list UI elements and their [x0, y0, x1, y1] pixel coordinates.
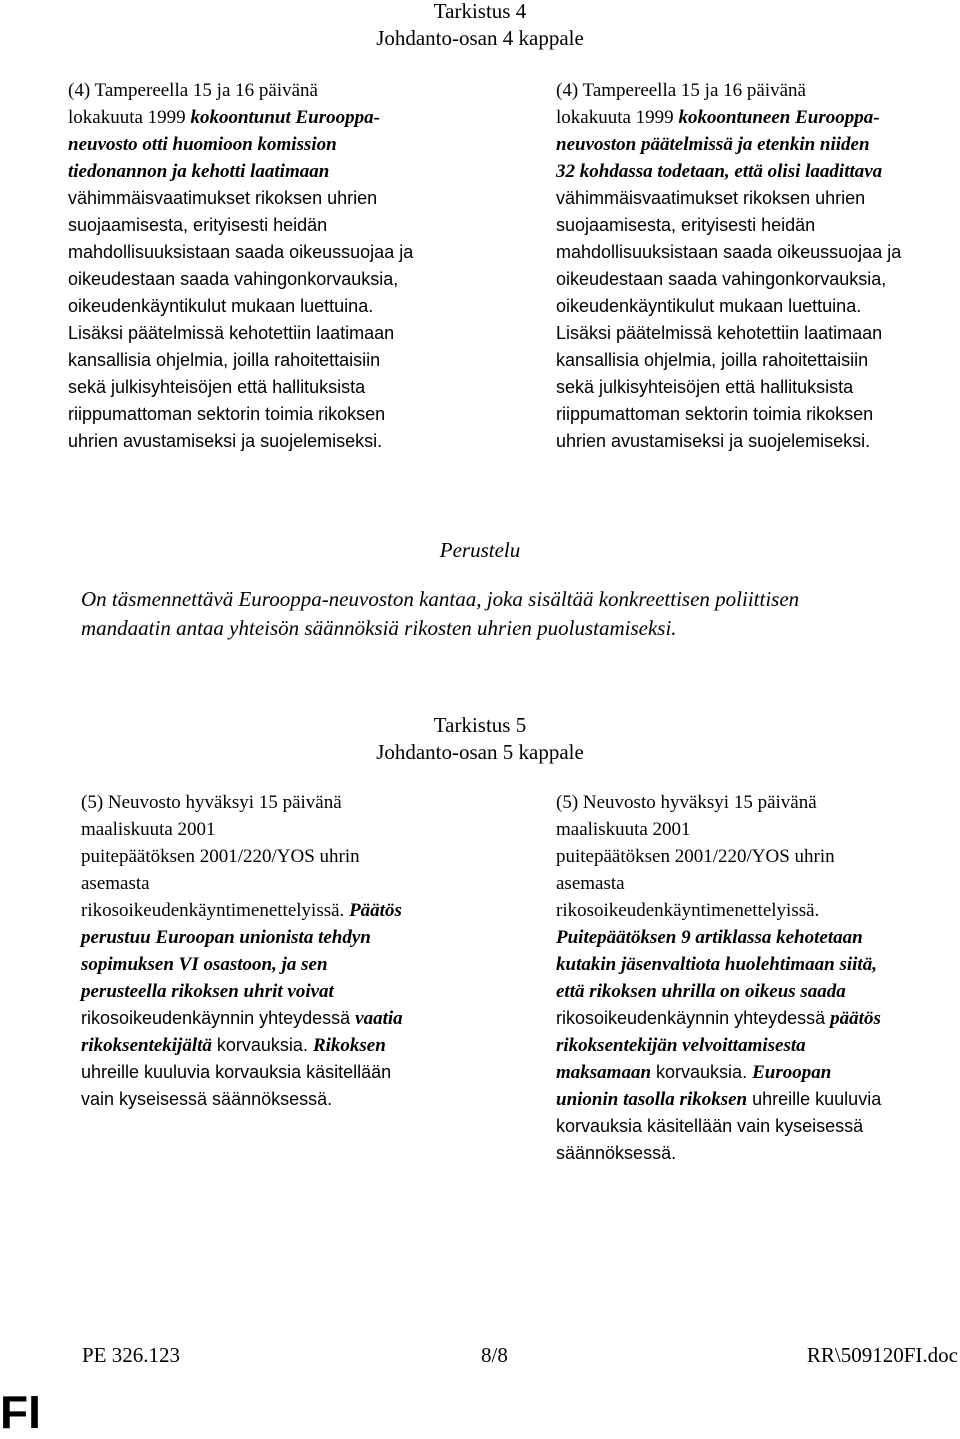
plain-text: asemasta — [81, 873, 150, 894]
plain-text: uhreille kuuluvia korvauksia käsitellään — [81, 1062, 392, 1082]
emphasized-text: Päätös — [349, 900, 402, 921]
justification-text — [81, 585, 941, 643]
text-line — [556, 347, 956, 374]
plain-text: uhreille kuuluvia — [747, 1089, 882, 1109]
plain-text: puitepäätöksen 2001/220/YOS uhrin — [81, 846, 360, 867]
text-line — [556, 1032, 956, 1059]
text-line — [556, 789, 956, 816]
text-line — [68, 320, 488, 347]
plain-text: korvauksia käsitellään vain kyseisessä — [556, 1116, 864, 1136]
plain-text: riippumattoman sektorin toimia rikoksen — [68, 404, 386, 424]
footer-reference: PE 326.123 — [82, 1343, 181, 1367]
plain-text: oikeudenkäyntikulut mukaan luettuina. — [556, 296, 862, 316]
text-line — [556, 401, 956, 428]
plain-text: (5) Neuvosto hyväksyi 15 päivänä — [81, 792, 342, 813]
emphasized-text: kutakin jäsenvaltiota huolehtimaan siitä, — [556, 954, 877, 975]
text-line — [81, 816, 501, 843]
amendment-5-amended-text — [556, 789, 956, 1167]
text-line — [81, 978, 501, 1005]
text-line — [556, 816, 956, 843]
emphasized-text: maksamaan — [556, 1062, 652, 1083]
emphasized-text: rikoksentekijän velvoittamisesta — [556, 1035, 806, 1056]
plain-text: maaliskuuta 2001 — [81, 819, 216, 840]
text-line — [556, 266, 956, 293]
plain-text: säännöksessä. — [556, 1143, 677, 1163]
language-code: FI — [0, 1386, 41, 1438]
text-line — [556, 978, 956, 1005]
text-line — [68, 77, 488, 104]
text-line — [68, 374, 488, 401]
text-line — [556, 239, 956, 266]
text-line — [81, 1005, 501, 1032]
emphasized-text: kokoontuneen Eurooppa- — [678, 107, 880, 128]
plain-text: uhrien avustamiseksi ja suojelemiseksi. — [68, 431, 383, 451]
emphasized-text: Puitepäätöksen 9 artiklassa kehotetaan — [556, 927, 863, 948]
text-line — [68, 347, 488, 374]
plain-text: oikeudestaan saada vahingonkorvauksia, — [68, 269, 399, 289]
emphasized-text: perustuu Euroopan unionista tehdyn — [81, 927, 371, 948]
text-line — [556, 428, 956, 455]
plain-text: (4) Tampereella 15 ja 16 päivänä — [68, 80, 318, 101]
text-line — [556, 897, 956, 924]
emphasized-text: kokoontunut Eurooppa- — [190, 107, 380, 128]
page-footer — [0, 1343, 960, 1373]
plain-text: korvauksia. — [651, 1062, 753, 1082]
plain-text: riippumattoman sektorin toimia rikoksen — [556, 404, 874, 424]
amendment-4-amended-text — [556, 77, 956, 455]
plain-text: Lisäksi päätelmissä kehotettiin laatimaan — [68, 323, 395, 343]
plain-text: sekä julkisyhteisöjen että hallituksista — [556, 377, 854, 397]
text-line — [81, 1032, 501, 1059]
text-line — [81, 1059, 501, 1086]
text-line — [556, 212, 956, 239]
text-line — [556, 1005, 956, 1032]
justification-line: On täsmennettävä Eurooppa-neuvoston kantaa, joka sisältää konkreettisen poliittisen — [81, 587, 800, 611]
plain-text: maaliskuuta 2001 — [556, 819, 691, 840]
text-line — [556, 951, 956, 978]
text-line — [556, 185, 956, 212]
text-line — [556, 374, 956, 401]
amendment-4-subtitle: Johdanto-osan 4 kappale — [376, 26, 584, 50]
emphasized-text: 32 kohdassa todetaan, että olisi laadittava — [556, 161, 883, 182]
emphasized-text: rikoksentekijältä — [81, 1035, 212, 1056]
plain-text: rikosoikeudenkäynnin yhteydessä — [81, 1008, 356, 1028]
emphasized-text: Rikoksen — [312, 1035, 386, 1056]
plain-text: (4) Tampereella 15 ja 16 päivänä — [556, 80, 806, 101]
justification-heading: Perustelu — [439, 538, 521, 562]
plain-text: vain kyseisessä säännöksessä. — [81, 1089, 333, 1109]
plain-text: (5) Neuvosto hyväksyi 15 päivänä — [556, 792, 817, 813]
amendment-4-original-text — [68, 77, 488, 455]
amendment-5-subtitle: Johdanto-osan 5 kappale — [376, 740, 584, 764]
emphasized-text: neuvosto otti huomioon komission — [68, 134, 337, 155]
text-line — [81, 951, 501, 978]
plain-text: rikosoikeudenkäyntimenettelyissä. — [81, 900, 350, 921]
amendment-4-heading — [0, 0, 960, 52]
text-line — [556, 104, 956, 131]
emphasized-text: vaatia — [355, 1008, 403, 1029]
emphasized-text: että rikoksen uhrilla on oikeus saada — [556, 981, 846, 1002]
text-line — [556, 77, 956, 104]
text-line — [81, 1086, 501, 1113]
emphasized-text: Euroopan — [752, 1062, 832, 1083]
text-line — [81, 897, 501, 924]
text-line — [556, 1140, 956, 1167]
text-line — [556, 1059, 956, 1086]
footer-page-number: 8/8 — [481, 1343, 508, 1367]
text-line — [556, 1113, 956, 1140]
plain-text: vähimmäisvaatimukset rikoksen uhrien — [68, 188, 378, 208]
text-line — [68, 293, 488, 320]
text-line — [556, 293, 956, 320]
plain-text: mahdollisuuksistaan saada oikeussuojaa ja — [68, 242, 414, 262]
justification-line: mandaatin antaa yhteisön säännöksiä rikosten uhrien puolustamiseksi. — [81, 616, 677, 640]
emphasized-text: päätös — [830, 1008, 881, 1029]
text-line — [81, 924, 501, 951]
plain-text: rikosoikeudenkäyntimenettelyissä. — [556, 900, 820, 921]
plain-text: korvauksia. — [211, 1035, 313, 1055]
text-line — [556, 924, 956, 951]
emphasized-text: neuvoston päätelmissä ja etenkin niiden — [556, 134, 870, 155]
emphasized-text: sopimuksen VI osastoon, ja sen — [81, 954, 328, 975]
text-line — [68, 266, 488, 293]
text-line — [81, 843, 501, 870]
plain-text: Lisäksi päätelmissä kehotettiin laatimaan — [556, 323, 883, 343]
text-line — [556, 843, 956, 870]
plain-text: kansallisia ohjelmia, joilla rahoitettaisiin — [556, 350, 869, 370]
text-line — [68, 428, 488, 455]
plain-text: oikeudestaan saada vahingonkorvauksia, — [556, 269, 887, 289]
text-line — [556, 320, 956, 347]
plain-text: rikosoikeudenkäynnin yhteydessä — [556, 1008, 831, 1028]
text-line — [68, 158, 488, 185]
plain-text: mahdollisuuksistaan saada oikeussuojaa ja — [556, 242, 902, 262]
plain-text: oikeudenkäyntikulut mukaan luettuina. — [68, 296, 374, 316]
text-line — [68, 131, 488, 158]
plain-text: uhrien avustamiseksi ja suojelemiseksi. — [556, 431, 871, 451]
text-line — [68, 212, 488, 239]
emphasized-text: perusteella rikoksen uhrit voivat — [81, 981, 334, 1002]
text-line — [556, 131, 956, 158]
plain-text: lokakuuta 1999 — [68, 107, 191, 128]
plain-text: suojaamisesta, erityisesti heidän — [556, 215, 816, 235]
text-line — [68, 401, 488, 428]
text-line — [68, 185, 488, 212]
text-line — [81, 789, 501, 816]
text-line — [556, 1086, 956, 1113]
plain-text: sekä julkisyhteisöjen että hallituksista — [68, 377, 366, 397]
plain-text: puitepäätöksen 2001/220/YOS uhrin — [556, 846, 835, 867]
plain-text: asemasta — [556, 873, 625, 894]
amendment-5-title: Tarkistus 5 — [433, 713, 527, 737]
amendment-5-heading — [0, 712, 960, 766]
text-line — [556, 158, 956, 185]
emphasized-text: tiedonannon ja kehotti laatimaan — [68, 161, 330, 182]
plain-text: suojaamisesta, erityisesti heidän — [68, 215, 328, 235]
amendment-4-title: Tarkistus 4 — [433, 0, 527, 23]
text-line — [68, 104, 488, 131]
amendment-5-original-text — [81, 789, 501, 1113]
text-line — [556, 870, 956, 897]
emphasized-text: unionin tasolla rikoksen — [556, 1089, 748, 1110]
text-line — [81, 870, 501, 897]
plain-text: kansallisia ohjelmia, joilla rahoitettaisiin — [68, 350, 381, 370]
text-line — [68, 239, 488, 266]
plain-text: vähimmäisvaatimukset rikoksen uhrien — [556, 188, 866, 208]
plain-text: lokakuuta 1999 — [556, 107, 679, 128]
footer-document-name: RR\509120FI.doc — [806, 1343, 958, 1367]
